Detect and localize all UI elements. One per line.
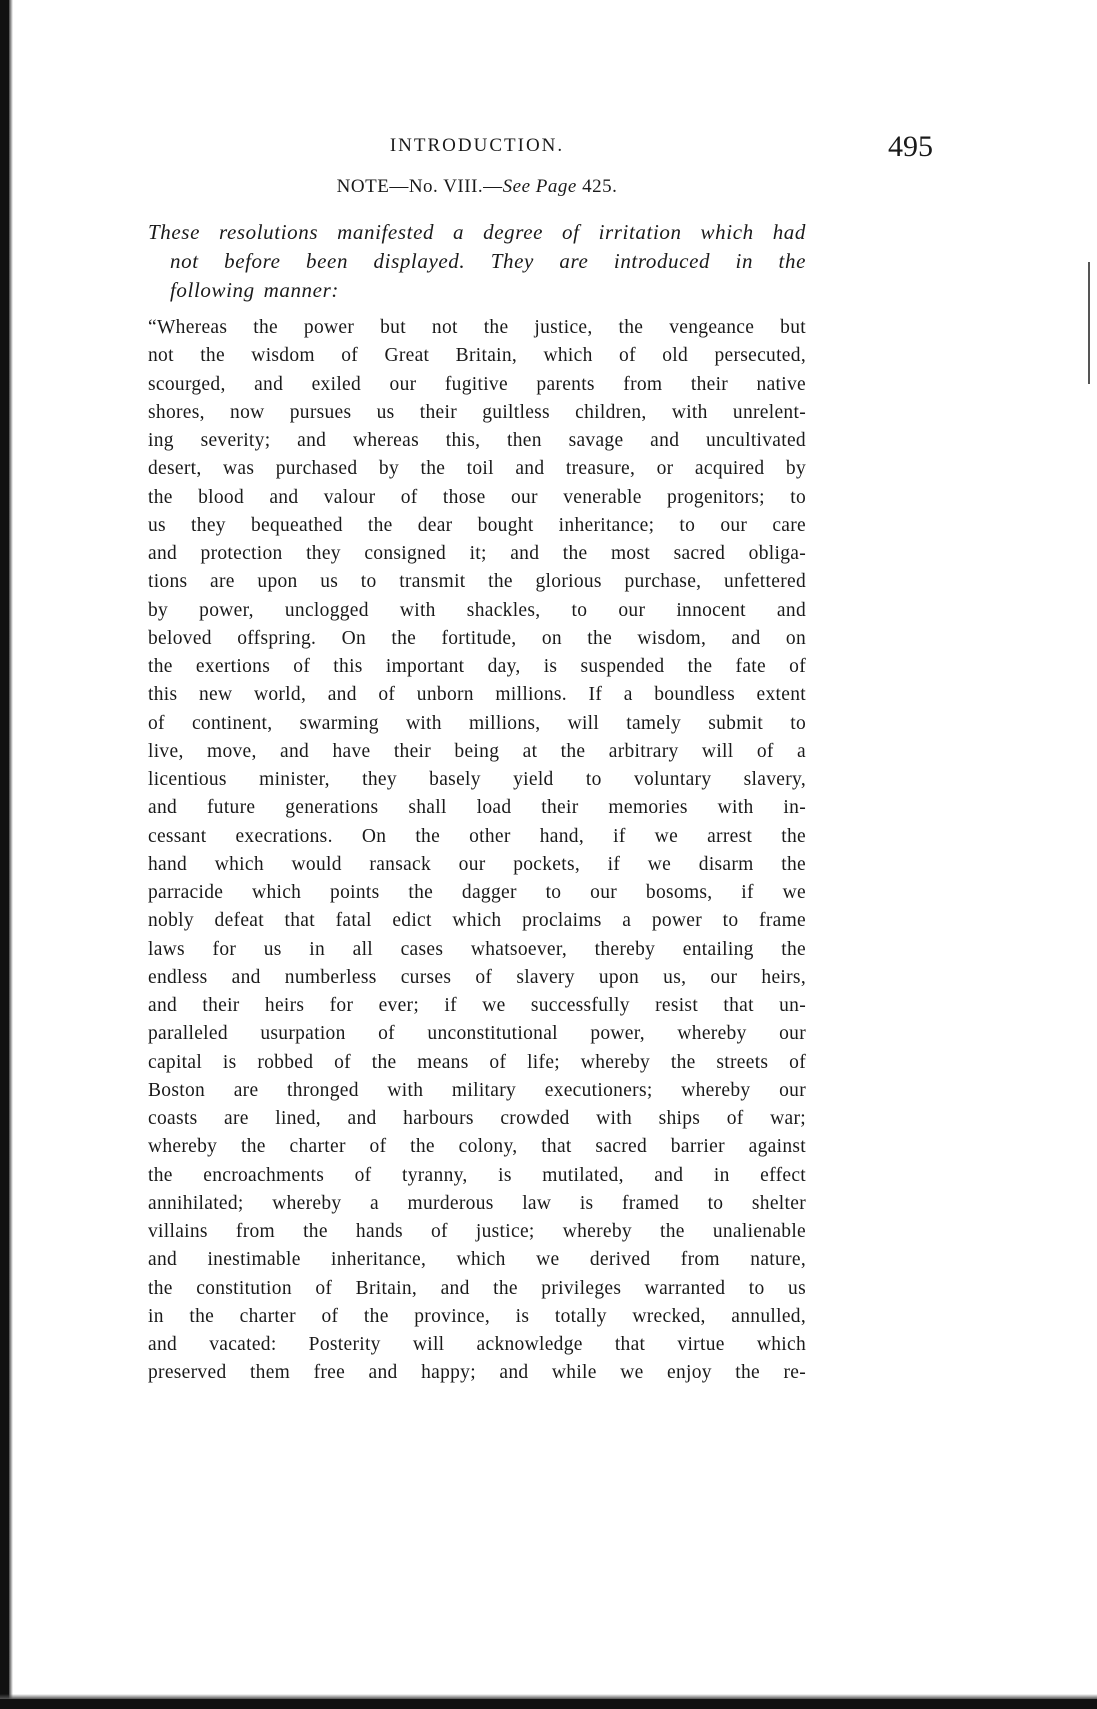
text-line: scourged, and exiled our fugitive parents from their native bbox=[148, 373, 806, 395]
text-line: the constitution of Britain, and the privileges warranted to us bbox=[148, 1277, 806, 1299]
scan-mark-right bbox=[1088, 262, 1090, 384]
running-header bbox=[148, 130, 933, 163]
text-line: and vacated: Posterity will acknowledge that virtue which bbox=[148, 1334, 806, 1355]
note-see: See Page bbox=[502, 176, 577, 197]
scan-edge-left bbox=[0, 0, 9, 1709]
text-line: in the charter of the province, is totally wrecked, annulled, bbox=[148, 1305, 806, 1327]
text-line: shores, now pursues us their guiltless children, with unrelent- bbox=[148, 401, 806, 423]
text-line: coasts are lined, and harbours crowded with ships of war; bbox=[148, 1108, 806, 1129]
text-line: by power, unclogged with shackles, to our innocent and bbox=[148, 599, 806, 621]
text-line: endless and numberless curses of slavery upon us, our heirs, bbox=[148, 966, 806, 988]
text-line: “Whereas the power but not the justice, the vengeance but bbox=[148, 317, 806, 338]
intro-line: not before been displayed. They are introduced in the bbox=[170, 249, 806, 273]
text-line: licentious minister, they basely yield to voluntary slavery, bbox=[148, 769, 806, 790]
intro-paragraph bbox=[148, 218, 806, 305]
resolution-text bbox=[148, 314, 806, 1388]
text-line: and future generations shall load their memories with in- bbox=[148, 797, 806, 819]
text-line: annihilated; whereby a murderous law is framed to shelter bbox=[148, 1192, 806, 1214]
text-line: the exertions of this important day, is suspended the fate of bbox=[148, 656, 806, 677]
note-number: NOTE—No. VIII.— bbox=[336, 176, 503, 197]
text-line: live, move, and have their being at the arbitrary will of a bbox=[148, 740, 806, 762]
text-line: tions are upon us to transmit the glorious purchase, unfettered bbox=[148, 571, 806, 593]
text-line: and inestimable inheritance, which we derived from nature, bbox=[148, 1249, 806, 1271]
text-line: parracide which points the dagger to our bosoms, if we bbox=[148, 882, 806, 903]
text-line: cessant execrations. On the other hand, if we arrest the bbox=[148, 825, 806, 847]
text-line: villains from the hands of justice; whereby the unalienable bbox=[148, 1221, 806, 1242]
text-line: paralleled usurpation of unconstitutional power, whereby our bbox=[148, 1023, 806, 1045]
text-line: the encroachments of tyranny, is mutilated, and in effect bbox=[148, 1164, 806, 1186]
text-line: the blood and valour of those our venerable progenitors; to bbox=[148, 486, 806, 508]
text-line: and protection they consigned it; and the most sacred obliga- bbox=[148, 543, 806, 564]
text-line: laws for us in all cases whatsoever, thereby entailing the bbox=[148, 938, 806, 960]
text-line: us they bequeathed the dear bought inheritance; to our care bbox=[148, 514, 806, 536]
running-title: INTRODUCTION. bbox=[389, 135, 565, 156]
text-line: this new world, and of unborn millions. If a boundless extent bbox=[148, 684, 806, 706]
text-line: preserved them free and happy; and while we enjoy the re- bbox=[148, 1362, 806, 1384]
text-line: desert, was purchased by the toil and treasure, or acquired by bbox=[148, 458, 806, 480]
text-line: of continent, swarming with millions, will tamely submit to bbox=[148, 712, 806, 734]
note-page-ref: 425. bbox=[582, 176, 618, 197]
text-line: hand which would ransack our pockets, if we disarm the bbox=[148, 853, 806, 875]
intro-line: following manner: bbox=[170, 278, 339, 302]
intro-line: These resolutions manifested a degree of irritation which had bbox=[148, 220, 806, 244]
text-line: beloved offspring. On the fortitude, on the wisdom, and on bbox=[148, 627, 806, 649]
text-line: and their heirs for ever; if we successfully resist that un- bbox=[148, 995, 806, 1016]
text-line: not the wisdom of Great Britain, which of old persecuted, bbox=[148, 345, 806, 367]
scan-edge-bottom bbox=[0, 1699, 1097, 1709]
text-line: capital is robbed of the means of life; whereby the streets of bbox=[148, 1051, 806, 1073]
text-line: nobly defeat that fatal edict which proclaims a power to frame bbox=[148, 910, 806, 932]
text-line: whereby the charter of the colony, that sacred barrier against bbox=[148, 1136, 806, 1158]
text-line: ing severity; and whereas this, then savage and uncultivated bbox=[148, 430, 806, 451]
note-heading bbox=[148, 176, 806, 198]
page-number: 495 bbox=[888, 130, 933, 163]
text-line: Boston are thronged with military executioners; whereby our bbox=[148, 1079, 806, 1101]
